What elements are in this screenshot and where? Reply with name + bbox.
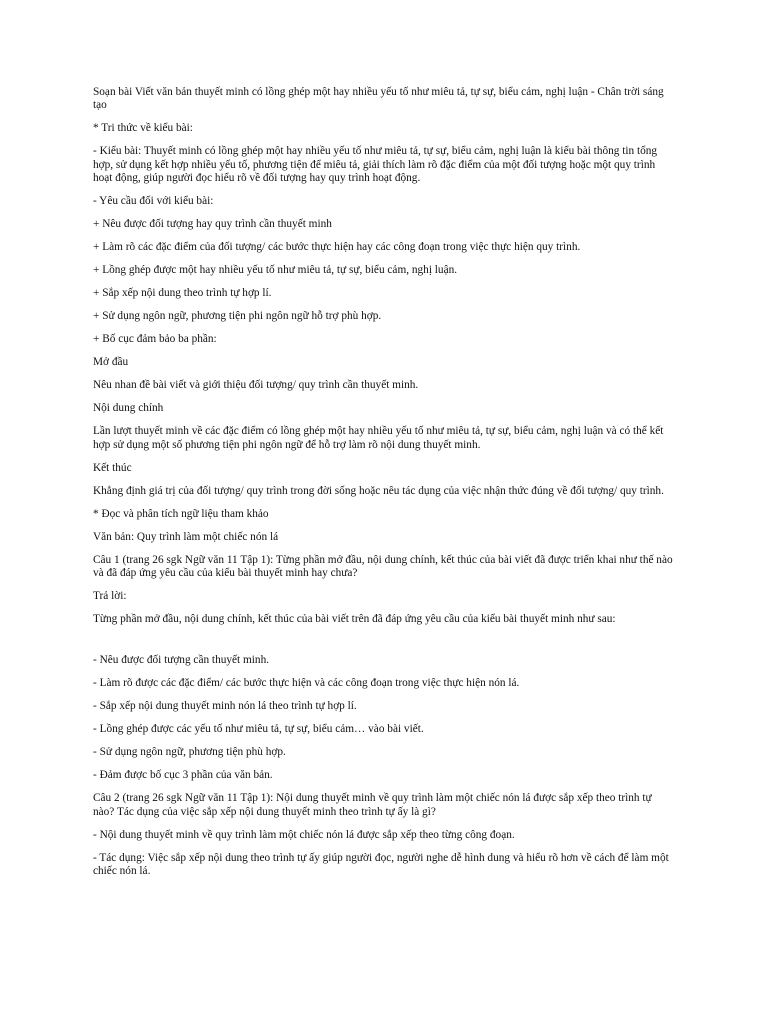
question-2: Câu 2 (trang 26 sgk Ngữ văn 11 Tập 1): Nội dung thuyết minh về quy trình làm một chiếc nón lá được sắp xếp theo trình tự nào? Tác dụng của việc sắp xếp nội dung thuyết minh theo trình tự ấy là gì?	[93, 792, 652, 818]
answer-2-item: - Tác dụng: Việc sắp xếp nội dung theo trình tự ấy giúp người đọc, người nghe dễ hình dung và hiểu rõ hơn về cách để làm một chiếc nón lá.	[93, 851, 669, 878]
section-heading-knowledge: * Tri thức về kiểu bài:	[93, 122, 193, 135]
requirement-item: + Nêu được đối tượng hay quy trình cần thuyết minh	[93, 218, 332, 231]
document-title: Soạn bài Viết văn bản thuyết minh có lồng ghép một hay nhiều yếu tố như miêu tả, tự sự, biểu cảm, nghị luận - Chân trời sáng tạo	[93, 86, 664, 112]
answer-2-item: - Nội dung thuyết minh về quy trình làm một chiếc nón lá được sắp xếp theo từng công đoạn.	[93, 828, 515, 841]
requirement-item: + Sắp xếp nội dung theo trình tự hợp lí.	[93, 287, 272, 300]
answer-1-item: - Lồng ghép được các yếu tố như miêu tả, tự sự, biểu cảm… vào bài viết.	[93, 723, 424, 736]
answer-label: Trả lời:	[93, 590, 127, 603]
paragraph-genre-definition: - Kiểu bài: Thuyết minh có lồng ghép một hay nhiều yếu tố như miêu tả, tự sự, biểu cảm, nghị luận là kiểu bài thông tin tổng hợp, sử dụng kết hợp nhiều yếu tố, phương tiện để miêu tả, giải thích làm rõ đặc điểm của một đối tượng hoặc một quy trình hoạt động, giúp người đọc hiểu rõ về đối tượng hay quy trình hoạt động.	[93, 145, 658, 185]
answer-1-item: - Đảm được bố cục 3 phần của văn bản.	[93, 769, 273, 782]
structure-heading-intro: Mở đầu	[93, 356, 129, 369]
requirement-item: + Làm rõ các đặc điểm của đối tượng/ các bước thực hiện hay các công đoạn trong việc thực hiện quy trình.	[93, 241, 581, 254]
question-1: Câu 1 (trang 26 sgk Ngữ văn 11 Tập 1): Từng phần mở đầu, nội dung chính, kết thúc của bài viết đã được triển khai như thế nào và đã đáp ứng yêu cầu của kiểu bài thuyết minh hay chưa?	[93, 553, 673, 580]
requirement-item: + Bố cục đảm bảo ba phần:	[93, 333, 217, 346]
answer-1-intro: Từng phần mở đầu, nội dung chính, kết thúc của bài viết trên đã đáp ứng yêu cầu của kiểu bài thuyết minh như sau:	[93, 613, 616, 626]
answer-1-item: - Sắp xếp nội dung thuyết minh nón lá theo trình tự hợp lí.	[93, 700, 357, 713]
section-heading-requirements: - Yêu cầu đối với kiểu bài:	[93, 195, 214, 208]
reference-text-title: Văn bản: Quy trình làm một chiếc nón lá	[93, 530, 279, 543]
requirement-item: + Lồng ghép được một hay nhiều yếu tố như miêu tả, tự sự, biểu cảm, nghị luận.	[93, 264, 458, 277]
answer-1-item: - Làm rõ được các đặc điểm/ các bước thực hiện và các công đoạn trong việc thực hiện nón lá.	[93, 677, 520, 690]
answer-1-item: - Nêu được đối tượng cần thuyết minh.	[93, 654, 270, 667]
document-page	[93, 86, 675, 888]
requirement-item: + Sử dụng ngôn ngữ, phương tiện phi ngôn ngữ hỗ trợ phù hợp.	[93, 310, 382, 323]
structure-heading-body: Nội dung chính	[93, 402, 164, 415]
answer-1-item: - Sử dụng ngôn ngữ, phương tiện phù hợp.	[93, 746, 286, 759]
structure-heading-conclusion: Kết thúc	[93, 461, 132, 474]
structure-text-body: Lần lượt thuyết minh về các đặc điểm có lồng ghép một hay nhiều yếu tố như miêu tả, tự sự, biểu cảm, nghị luận và có thể kết hợp sử dụng một số phương tiện phi ngôn ngữ để hỗ trợ làm rõ nội dung thuyết minh.	[93, 425, 664, 451]
section-heading-reading: * Đọc và phân tích ngữ liệu tham khảo	[93, 507, 269, 520]
structure-text-intro: Nêu nhan đề bài viết và giới thiệu đối tượng/ quy trình cần thuyết minh.	[93, 379, 419, 392]
structure-text-conclusion: Khẳng định giá trị của đối tượng/ quy trình trong đời sống hoặc nêu tác dụng của việc nhận thức đúng về đối tượng/ quy trình.	[93, 484, 664, 497]
